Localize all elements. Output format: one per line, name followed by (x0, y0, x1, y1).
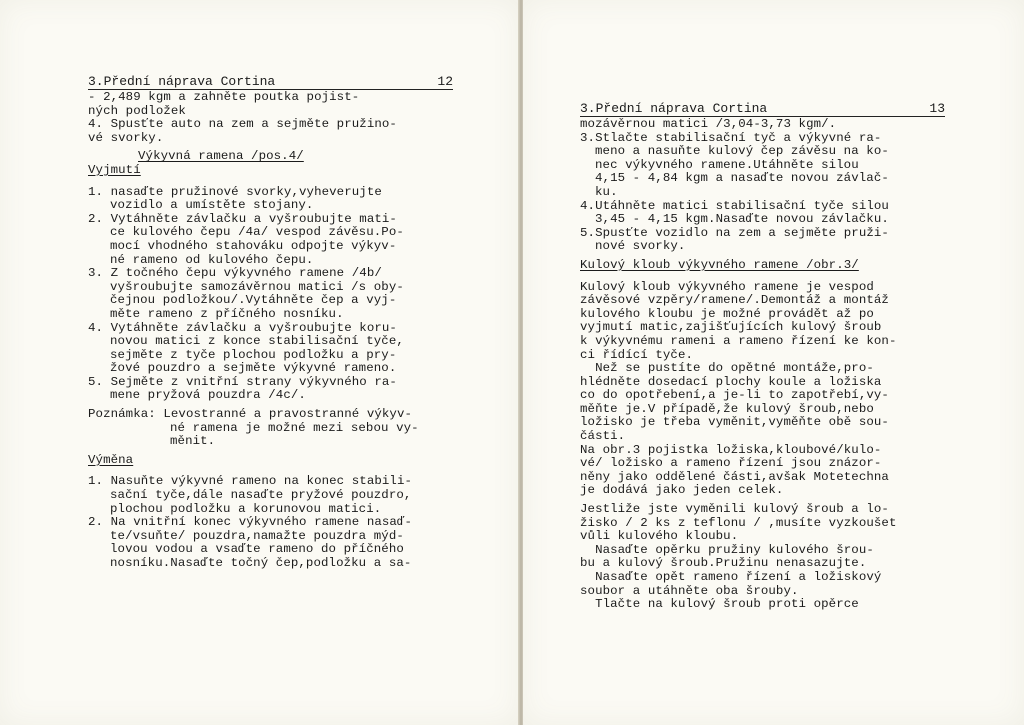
text-line: 3.Stlačte stabilisační tyč a výkyvné ra- (580, 130, 882, 145)
text-line: 1. Nasuňte výkyvné rameno na konec stabili- (88, 474, 413, 489)
text-line: k výkyvnému rameni a rameno řízení ke kon- (580, 333, 897, 348)
text-line: 4.Utáhněte matici stabilisační tyče silou (580, 198, 889, 213)
text-line: plochou podložku a korunovou matici. (110, 501, 382, 516)
text-line: měňte je.V případě,že kulový šroub,nebo (580, 401, 874, 416)
text-line: co do opotřebení,a je-li to zapotřebí,vy- (580, 388, 889, 403)
note-line: né ramena je možné mezi sebou vy- (170, 420, 419, 435)
text-line: sační tyče,dále nasaďte pryžové pouzdro, (110, 488, 412, 503)
text-line: novou matici z konce stabilisační tyče, (110, 334, 404, 349)
subsection-heading: Vyjmutí (88, 162, 141, 177)
text-line: nové svorky. (595, 239, 686, 254)
text-line: vé svorky. (88, 130, 164, 145)
text-line: části. (580, 429, 626, 444)
text-line: žové pouzdro a sejměte výkyvné rameno. (110, 361, 397, 376)
text-line: kulového kloubu je možné provádět až po (580, 306, 874, 321)
text-line: 2. Na vnitřní konec výkyvného ramene nasaď- (88, 515, 413, 530)
text-line: Tlačte na kulový šroub proti opěrce (580, 597, 859, 612)
text-line: vůli kulového kloubu. (580, 529, 739, 544)
text-line: 5. Sejměte z vnitřní strany výkyvného ra- (88, 374, 397, 389)
text-line: 4. Vytáhněte závlačku a vyšroubujte koru- (88, 320, 397, 335)
text-line: hlédněte dosedací plochy koule a ložiska (580, 374, 882, 389)
text-line: vozidlo a umístěte stojany. (110, 198, 314, 213)
text-line: měte rameno z příčného nosníku. (110, 306, 344, 321)
text-line: meno a nasuňte kulový čep závěsu na ko- (595, 144, 889, 159)
text-line: ce kulového čepu /4a/ vespod závěsu.Po- (110, 225, 404, 240)
text-line: - 2,489 kgm a zahněte poutka pojist- (88, 90, 360, 104)
text-line: lovou vodou a vsaďte rameno do příčného (110, 542, 404, 557)
text-line: Nasaďte opěrku pružiny kulového šrou- (580, 542, 874, 557)
section-heading: Kulový kloub výkyvného ramene /obr.3/ (580, 257, 859, 272)
text-line: čejnou podložkou/.Vytáhněte čep a vyj- (110, 293, 397, 308)
text-line: 1. nasaďte pružinové svorky,vyheverujte (88, 184, 382, 199)
text-line: né rameno od kulového čepu. (110, 252, 314, 267)
text-line: 2. Vytáhněte závlačku a vyšroubujte mati- (88, 211, 397, 226)
text-line: 3. Z točného čepu výkyvného ramene /4b/ (88, 266, 382, 281)
text-line: Jestliže jste vyměnili kulový šroub a lo- (580, 502, 889, 517)
text-line: nec výkyvného ramene.Utáhněte silou (595, 157, 859, 172)
text-line: vyšroubujte samozávěrnou matici /s oby- (110, 279, 404, 294)
text-line: 4,15 - 4,84 kgm a nasaďte novou závlač- (595, 171, 889, 186)
right-page (523, 0, 1024, 725)
left-page-header (88, 74, 453, 90)
text-line: Na obr.3 pojistka ložiska,kloubové/kulo- (580, 442, 882, 457)
text-line: te/vsuňte/ pouzdra,namažte pouzdra mýd- (110, 528, 404, 543)
left-header-title: 3.Přední náprava Cortina (88, 74, 276, 89)
right-header-title: 3.Přední náprava Cortina (580, 101, 768, 116)
text-line: 3,45 - 4,15 kgm.Nasaďte novou závlačku. (595, 212, 889, 227)
text-line: ci řídící tyče. (580, 347, 694, 362)
text-line: bu a kulový šroub.Pružinu nenasazujte. (580, 556, 867, 571)
right-page-number: 13 (929, 101, 945, 116)
text-line: sejměte z tyče plochou podložku a pry- (110, 347, 397, 362)
text-line: mene pryžová pouzdra /4c/. (110, 388, 306, 403)
text-line: závěsové vzpěry/ramene/.Demontáž a montáž (580, 293, 889, 308)
subsection-heading: Výměna (88, 452, 134, 467)
note-line: Poznámka: Levostranné a pravostranné výkyv- (88, 407, 413, 422)
text-line: vyjmutí matic,zajišťujících kulový šroub (580, 320, 882, 335)
text-line: Než se pustíte do opětné montáže,pro- (580, 361, 874, 376)
note-line: měnit. (170, 434, 216, 449)
section-heading: Výkyvná ramena /pos.4/ (138, 149, 304, 164)
text-line: žisko / 2 ks z teflonu / ,musíte vyzkoušet (580, 515, 897, 530)
text-line: 5.Spusťte vozidlo na zem a sejměte pruži- (580, 225, 889, 240)
text-line: ných podložek (88, 103, 186, 118)
text-line: soubor a utáhněte oba šrouby. (580, 583, 799, 598)
text-line: Nasaďte opět rameno řízení a ložiskový (580, 570, 882, 584)
left-page-number: 12 (437, 74, 453, 89)
text-line: 4. Spusťte auto na zem a sejměte pružino- (88, 117, 397, 132)
right-page-header (580, 101, 945, 117)
text-line: ložisko je třeba vyměnit,vyměňte obě sou- (580, 415, 889, 430)
text-line: mocí vhodného stahováku odpojte výkyv- (110, 238, 397, 253)
text-line: je dodává jako jeden celek. (580, 483, 784, 498)
text-line: něny jako oddělené části,avšak Motetechna (580, 469, 889, 484)
text-line: mozávěrnou matici /3,04-3,73 kgm/. (580, 117, 837, 131)
text-line: Kulový kloub výkyvného ramene je vespod (580, 279, 874, 294)
text-line: vé/ ložisko a rameno řízení jsou znázor- (580, 456, 882, 471)
text-line: nosníku.Nasaďte točný čep,podložku a sa- (110, 556, 412, 570)
text-line: ku. (595, 184, 618, 199)
